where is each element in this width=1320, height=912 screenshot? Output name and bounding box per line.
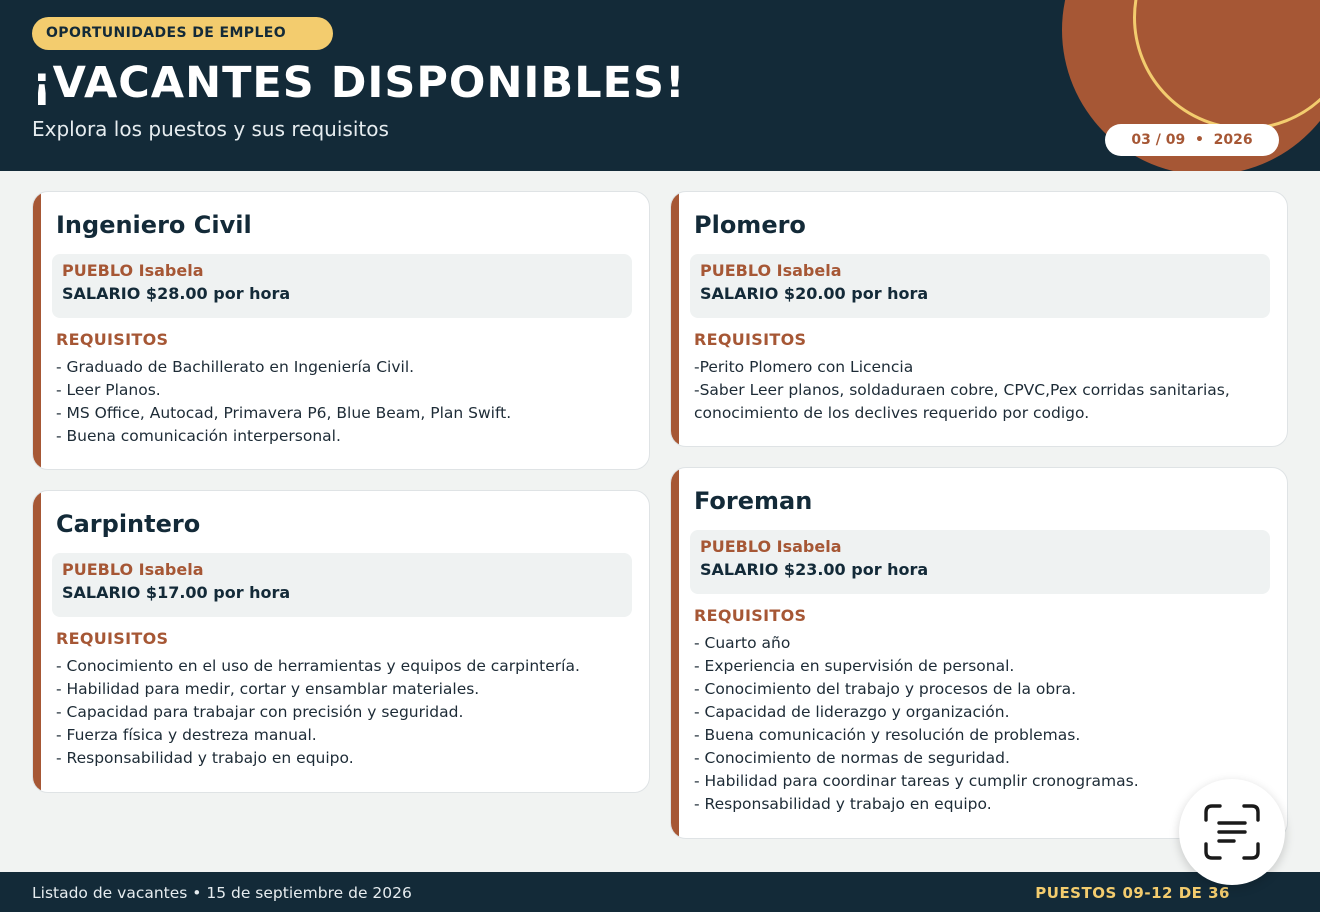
job-info-box — [52, 553, 632, 617]
job-title: Ingeniero Civil — [56, 211, 252, 239]
requirement-item: -Saber Leer planos, soldaduraen cobre, CPVC,Pex corridas sanitarias, conocimiento de los declives requerido por codigo. — [694, 381, 1230, 422]
requirement-item: - Conocimiento de normas de seguridad. — [694, 749, 1010, 767]
requirement-item: - Conocimiento del trabajo y procesos de la obra. — [694, 680, 1077, 698]
job-location: PUEBLO Isabela — [700, 261, 842, 280]
requirement-item: -Perito Plomero con Licencia — [694, 358, 914, 376]
requirement-item: - Fuerza física y destreza manual. — [56, 726, 317, 744]
requirement-item: - Responsabilidad y trabajo en equipo. — [56, 749, 354, 767]
requirements-list — [56, 356, 625, 448]
text-scan-button[interactable] — [1179, 779, 1285, 885]
job-location: PUEBLO Isabela — [62, 560, 204, 579]
requirement-item: - Leer Planos. — [56, 381, 161, 399]
requirement-item: - Cuarto año — [694, 634, 791, 652]
job-card-carpintero — [32, 490, 650, 793]
date-badge: 03 / 09 • 2026 — [1105, 124, 1279, 156]
requirement-item: - Experiencia en supervisión de personal. — [694, 657, 1015, 675]
requirements-heading: REQUISITOS — [694, 330, 807, 349]
requirement-item: - Capacidad de liderazgo y organización. — [694, 703, 1010, 721]
requirements-list — [694, 356, 1263, 425]
job-location: PUEBLO Isabela — [62, 261, 204, 280]
requirements-heading: REQUISITOS — [56, 330, 169, 349]
job-salary: SALARIO $23.00 por hora — [700, 560, 929, 579]
job-title: Carpintero — [56, 510, 201, 538]
requirement-item: - Habilidad para medir, cortar y ensamblar materiales. — [56, 680, 480, 698]
job-salary: SALARIO $17.00 por hora — [62, 583, 291, 602]
job-card-plomero — [670, 191, 1288, 447]
page-counter: PUESTOS 09-12 DE 36 — [1035, 884, 1230, 902]
header-banner — [0, 0, 1320, 171]
requirements-heading: REQUISITOS — [694, 606, 807, 625]
job-title: Foreman — [694, 487, 813, 515]
job-info-box — [690, 254, 1270, 318]
requirement-item: - Capacidad para trabajar con precisión y seguridad. — [56, 703, 464, 721]
text-scan-icon — [1202, 802, 1262, 862]
job-card-ingeniero-civil — [32, 191, 650, 470]
job-card-foreman — [670, 467, 1288, 839]
job-title: Plomero — [694, 211, 806, 239]
job-salary: SALARIO $20.00 por hora — [700, 284, 929, 303]
job-salary: SALARIO $28.00 por hora — [62, 284, 291, 303]
requirements-list — [694, 632, 1263, 816]
job-info-box — [690, 530, 1270, 594]
requirement-item: - Graduado de Bachillerato en Ingeniería Civil. — [56, 358, 415, 376]
footer-bar — [0, 872, 1320, 912]
requirement-item: - Habilidad para coordinar tareas y cumplir cronogramas. — [694, 772, 1139, 790]
requirement-item: - Buena comunicación y resolución de problemas. — [694, 726, 1081, 744]
requirements-heading: REQUISITOS — [56, 629, 169, 648]
footer-caption: Listado de vacantes • 15 de septiembre de 2026 — [32, 884, 412, 902]
page-title: ¡VACANTES DISPONIBLES! — [32, 58, 686, 108]
requirement-item: - Conocimiento en el uso de herramientas y equipos de carpintería. — [56, 657, 580, 675]
category-tag: OPORTUNIDADES DE EMPLEO — [32, 17, 333, 50]
requirements-list — [56, 655, 625, 770]
requirement-item: - Buena comunicación interpersonal. — [56, 427, 341, 445]
job-info-box — [52, 254, 632, 318]
page-subtitle: Explora los puestos y sus requisitos — [32, 117, 389, 141]
requirement-item: - Responsabilidad y trabajo en equipo. — [694, 795, 992, 813]
requirement-item: - MS Office, Autocad, Primavera P6, Blue Beam, Plan Swift. — [56, 404, 512, 422]
job-location: PUEBLO Isabela — [700, 537, 842, 556]
